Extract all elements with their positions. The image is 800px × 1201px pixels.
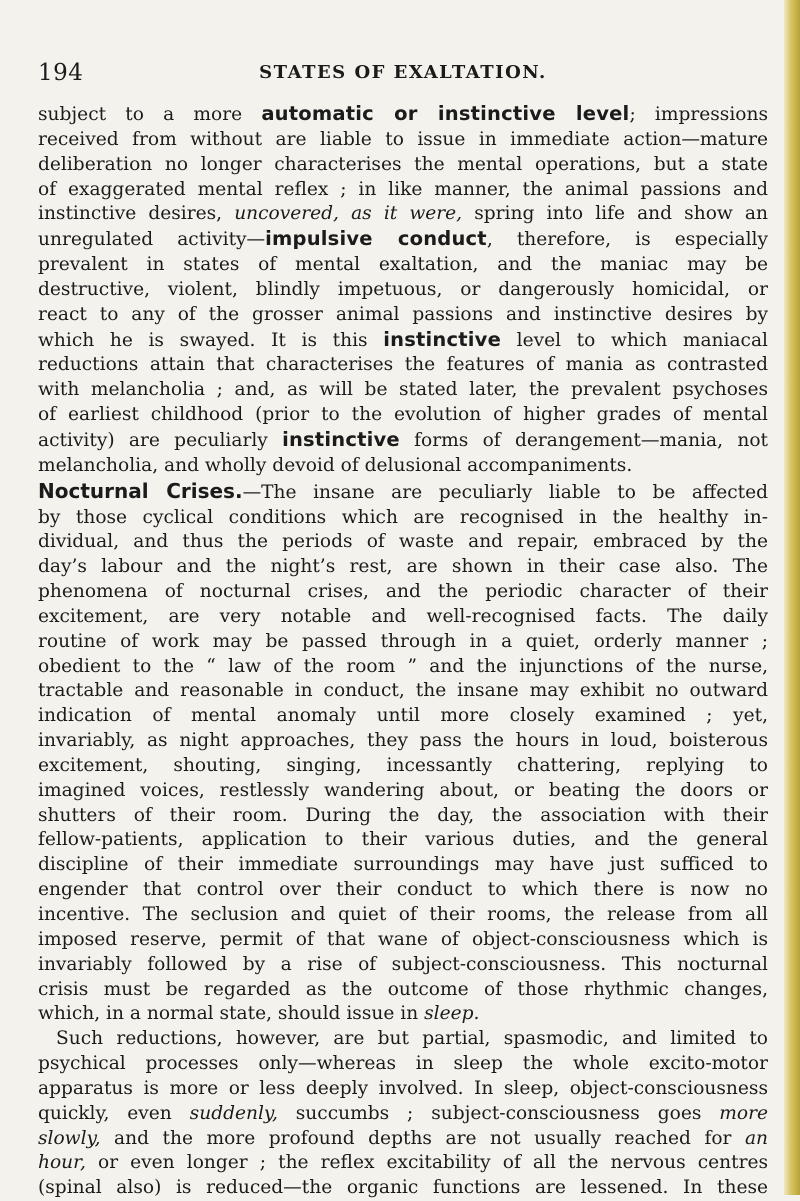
text-line bbox=[38, 878, 768, 903]
text-run: imposed reserve, permit of that wane of object-consciousness which is bbox=[38, 928, 768, 950]
text-run: invariably followed by a rise of subject-consciousness. This nocturnal bbox=[38, 953, 768, 975]
text-line bbox=[38, 1052, 768, 1077]
text-run: , therefore, is especially bbox=[486, 229, 768, 251]
text-line bbox=[38, 953, 768, 978]
section-heading: Nocturnal Crises. bbox=[38, 478, 243, 503]
text-line bbox=[38, 1077, 768, 1102]
text-line bbox=[38, 479, 768, 506]
text-run: forms of derangement—mania, not bbox=[399, 429, 768, 451]
text-run: and the more profound depths are not usually reached for bbox=[100, 1127, 745, 1149]
text-line bbox=[38, 928, 768, 953]
text-line bbox=[38, 605, 768, 630]
text-line bbox=[38, 679, 768, 704]
text-line bbox=[38, 1127, 768, 1152]
italic-phrase: uncovered, as it were, bbox=[234, 203, 463, 225]
text-run: routine of work may be passed through in a quiet, orderly manner ; bbox=[38, 630, 768, 652]
text-line bbox=[38, 202, 768, 227]
italic-phrase: suddenly, bbox=[189, 1102, 278, 1124]
italic-phrase: hour, bbox=[38, 1152, 86, 1174]
text-line bbox=[38, 828, 768, 853]
text-run: engender that control over their conduct to which there is now no bbox=[38, 879, 768, 901]
emphasis-phrase: automatic or instinctive level bbox=[261, 102, 630, 125]
text-line bbox=[38, 253, 768, 278]
text-run: discipline of their immediate surroundings may have just sufficed to bbox=[38, 854, 768, 876]
text-line bbox=[38, 454, 768, 479]
text-run: spring into life and show an bbox=[462, 203, 768, 225]
text-line bbox=[38, 655, 768, 680]
text-run: obedient to the “ law of the room ” and the injunctions of the nurse, bbox=[38, 655, 768, 677]
text-run: crisis must be regarded as the outcome of those rhythmic changes, bbox=[38, 978, 768, 1000]
text-run: instinctive desires, bbox=[38, 203, 235, 225]
book-page bbox=[38, 52, 768, 1201]
text-run: phenomena of nocturnal crises, and the periodic character of their bbox=[38, 581, 768, 603]
text-run: by those cyclical conditions which are recognised in the healthy in- bbox=[38, 506, 768, 528]
italic-phrase: slowly, bbox=[38, 1127, 101, 1149]
text-run: Such reductions, however, are but partial, spasmodic, and limited to bbox=[56, 1028, 768, 1050]
text-line bbox=[38, 1151, 768, 1176]
text-line bbox=[38, 903, 768, 928]
text-run: reductions attain that characterises the features of mania as contrasted bbox=[38, 354, 768, 376]
emphasis-phrase: instinctive bbox=[282, 427, 400, 451]
page-header bbox=[38, 52, 768, 92]
text-run: destructive, violent, blindly impetuous, or dangerously homicidal, or bbox=[38, 278, 768, 300]
text-run: with melancholia ; and, as will be stated later, the prevalent psychoses bbox=[38, 379, 768, 401]
text-run: succumbs ; subject-consciousness goes bbox=[277, 1102, 720, 1124]
text-run: psychical processes only—whereas in sleep the whole excito-motor bbox=[38, 1053, 768, 1075]
text-run: unregulated activity— bbox=[38, 229, 266, 251]
text-run: which he is swayed. It is this bbox=[38, 329, 384, 351]
text-run: invariably, as night approaches, they pass the hours in loud, boisterous bbox=[38, 730, 768, 752]
text-run: of earliest childhood (prior to the evolution of higher grades of mental bbox=[38, 404, 768, 426]
text-line bbox=[38, 428, 768, 454]
text-run: indication of mental anomaly until more closely examined ; yet, bbox=[38, 705, 768, 727]
text-run: excitement, shouting, singing, incessantly chattering, replying to bbox=[38, 754, 768, 776]
emphasis-phrase: impulsive conduct bbox=[265, 227, 487, 251]
text-run: react to any of the grosser animal passions and instinctive desires by bbox=[38, 303, 768, 325]
text-line bbox=[38, 153, 768, 178]
text-run: excitement, are very notable and well-recognised facts. The daily bbox=[38, 605, 768, 627]
text-line bbox=[38, 804, 768, 829]
text-run: received from without are liable to issue in immediate action—mature bbox=[38, 128, 768, 150]
italic-phrase: sleep. bbox=[424, 1003, 480, 1025]
text-line bbox=[38, 278, 768, 303]
text-line bbox=[38, 580, 768, 605]
text-run: (spinal also) is reduced—the organic functions are lessened. In these bbox=[38, 1177, 768, 1199]
text-line bbox=[38, 754, 768, 779]
text-line bbox=[38, 328, 768, 354]
text-run: which, in a normal state, should issue in bbox=[38, 1003, 425, 1025]
text-run: activity) are peculiarly bbox=[38, 429, 283, 451]
text-run: prevalent in states of mental exaltation, and the maniac may be bbox=[38, 254, 768, 276]
text-line bbox=[38, 1102, 768, 1127]
text-line bbox=[38, 630, 768, 655]
text-run: —The insane are peculiarly liable to be affected bbox=[242, 481, 768, 503]
text-line bbox=[38, 506, 768, 531]
text-run: apparatus is more or less deeply involved. In sleep, object-consciousness bbox=[38, 1077, 768, 1099]
text-line bbox=[38, 1176, 768, 1201]
emphasis-phrase: instinctive bbox=[383, 327, 501, 351]
text-line bbox=[38, 978, 768, 1003]
text-line bbox=[38, 704, 768, 729]
italic-phrase: an bbox=[744, 1127, 768, 1149]
text-line bbox=[38, 303, 768, 328]
text-run: day’s labour and the night’s rest, are shown in their case also. The bbox=[38, 556, 768, 578]
text-line bbox=[38, 729, 768, 754]
text-run: or even longer ; the reflex excitability of all the nervous centres bbox=[85, 1152, 768, 1174]
text-run: tractable and reasonable in conduct, the insane may exhibit no outward bbox=[38, 680, 768, 702]
text-line bbox=[38, 403, 768, 428]
text-line bbox=[38, 555, 768, 580]
text-line bbox=[38, 178, 768, 203]
text-run: ; impressions bbox=[629, 104, 769, 125]
text-line bbox=[38, 853, 768, 878]
text-run: shutters of their room. During the day, the association with their bbox=[38, 804, 768, 826]
page-edge-binding bbox=[784, 0, 800, 1195]
italic-phrase: more bbox=[719, 1102, 768, 1124]
text-run: fellow-patients, application to their various duties, and the general bbox=[38, 829, 768, 851]
text-run: imagined voices, restlessly wandering about, or beating the doors or bbox=[38, 779, 768, 801]
text-line bbox=[38, 128, 768, 153]
text-run: incentive. The seclusion and quiet of their rooms, the release from all bbox=[38, 904, 768, 925]
text-run: deliberation no longer characterises the mental operations, but a state bbox=[38, 153, 768, 175]
text-line bbox=[38, 102, 768, 128]
text-line bbox=[38, 530, 768, 555]
text-run: quickly, even bbox=[38, 1102, 190, 1124]
text-line bbox=[38, 227, 768, 253]
text-line bbox=[38, 378, 768, 403]
text-line bbox=[38, 353, 768, 378]
text-line bbox=[38, 1002, 768, 1027]
text-run: of exaggerated mental reflex ; in like manner, the animal passions and bbox=[38, 178, 768, 200]
text-run: subject to a more bbox=[38, 104, 262, 125]
text-run: melancholia, and wholly devoid of delusional accompaniments. bbox=[38, 454, 633, 476]
page-number: 194 bbox=[38, 60, 84, 86]
text-line bbox=[38, 779, 768, 804]
text-run: level to which maniacal bbox=[501, 329, 768, 351]
body-text bbox=[38, 102, 768, 1201]
text-run: dividual, and thus the periods of waste and repair, embraced by the bbox=[38, 531, 768, 553]
running-head: STATES OF EXALTATION. bbox=[259, 62, 547, 83]
text-line bbox=[38, 1027, 768, 1052]
